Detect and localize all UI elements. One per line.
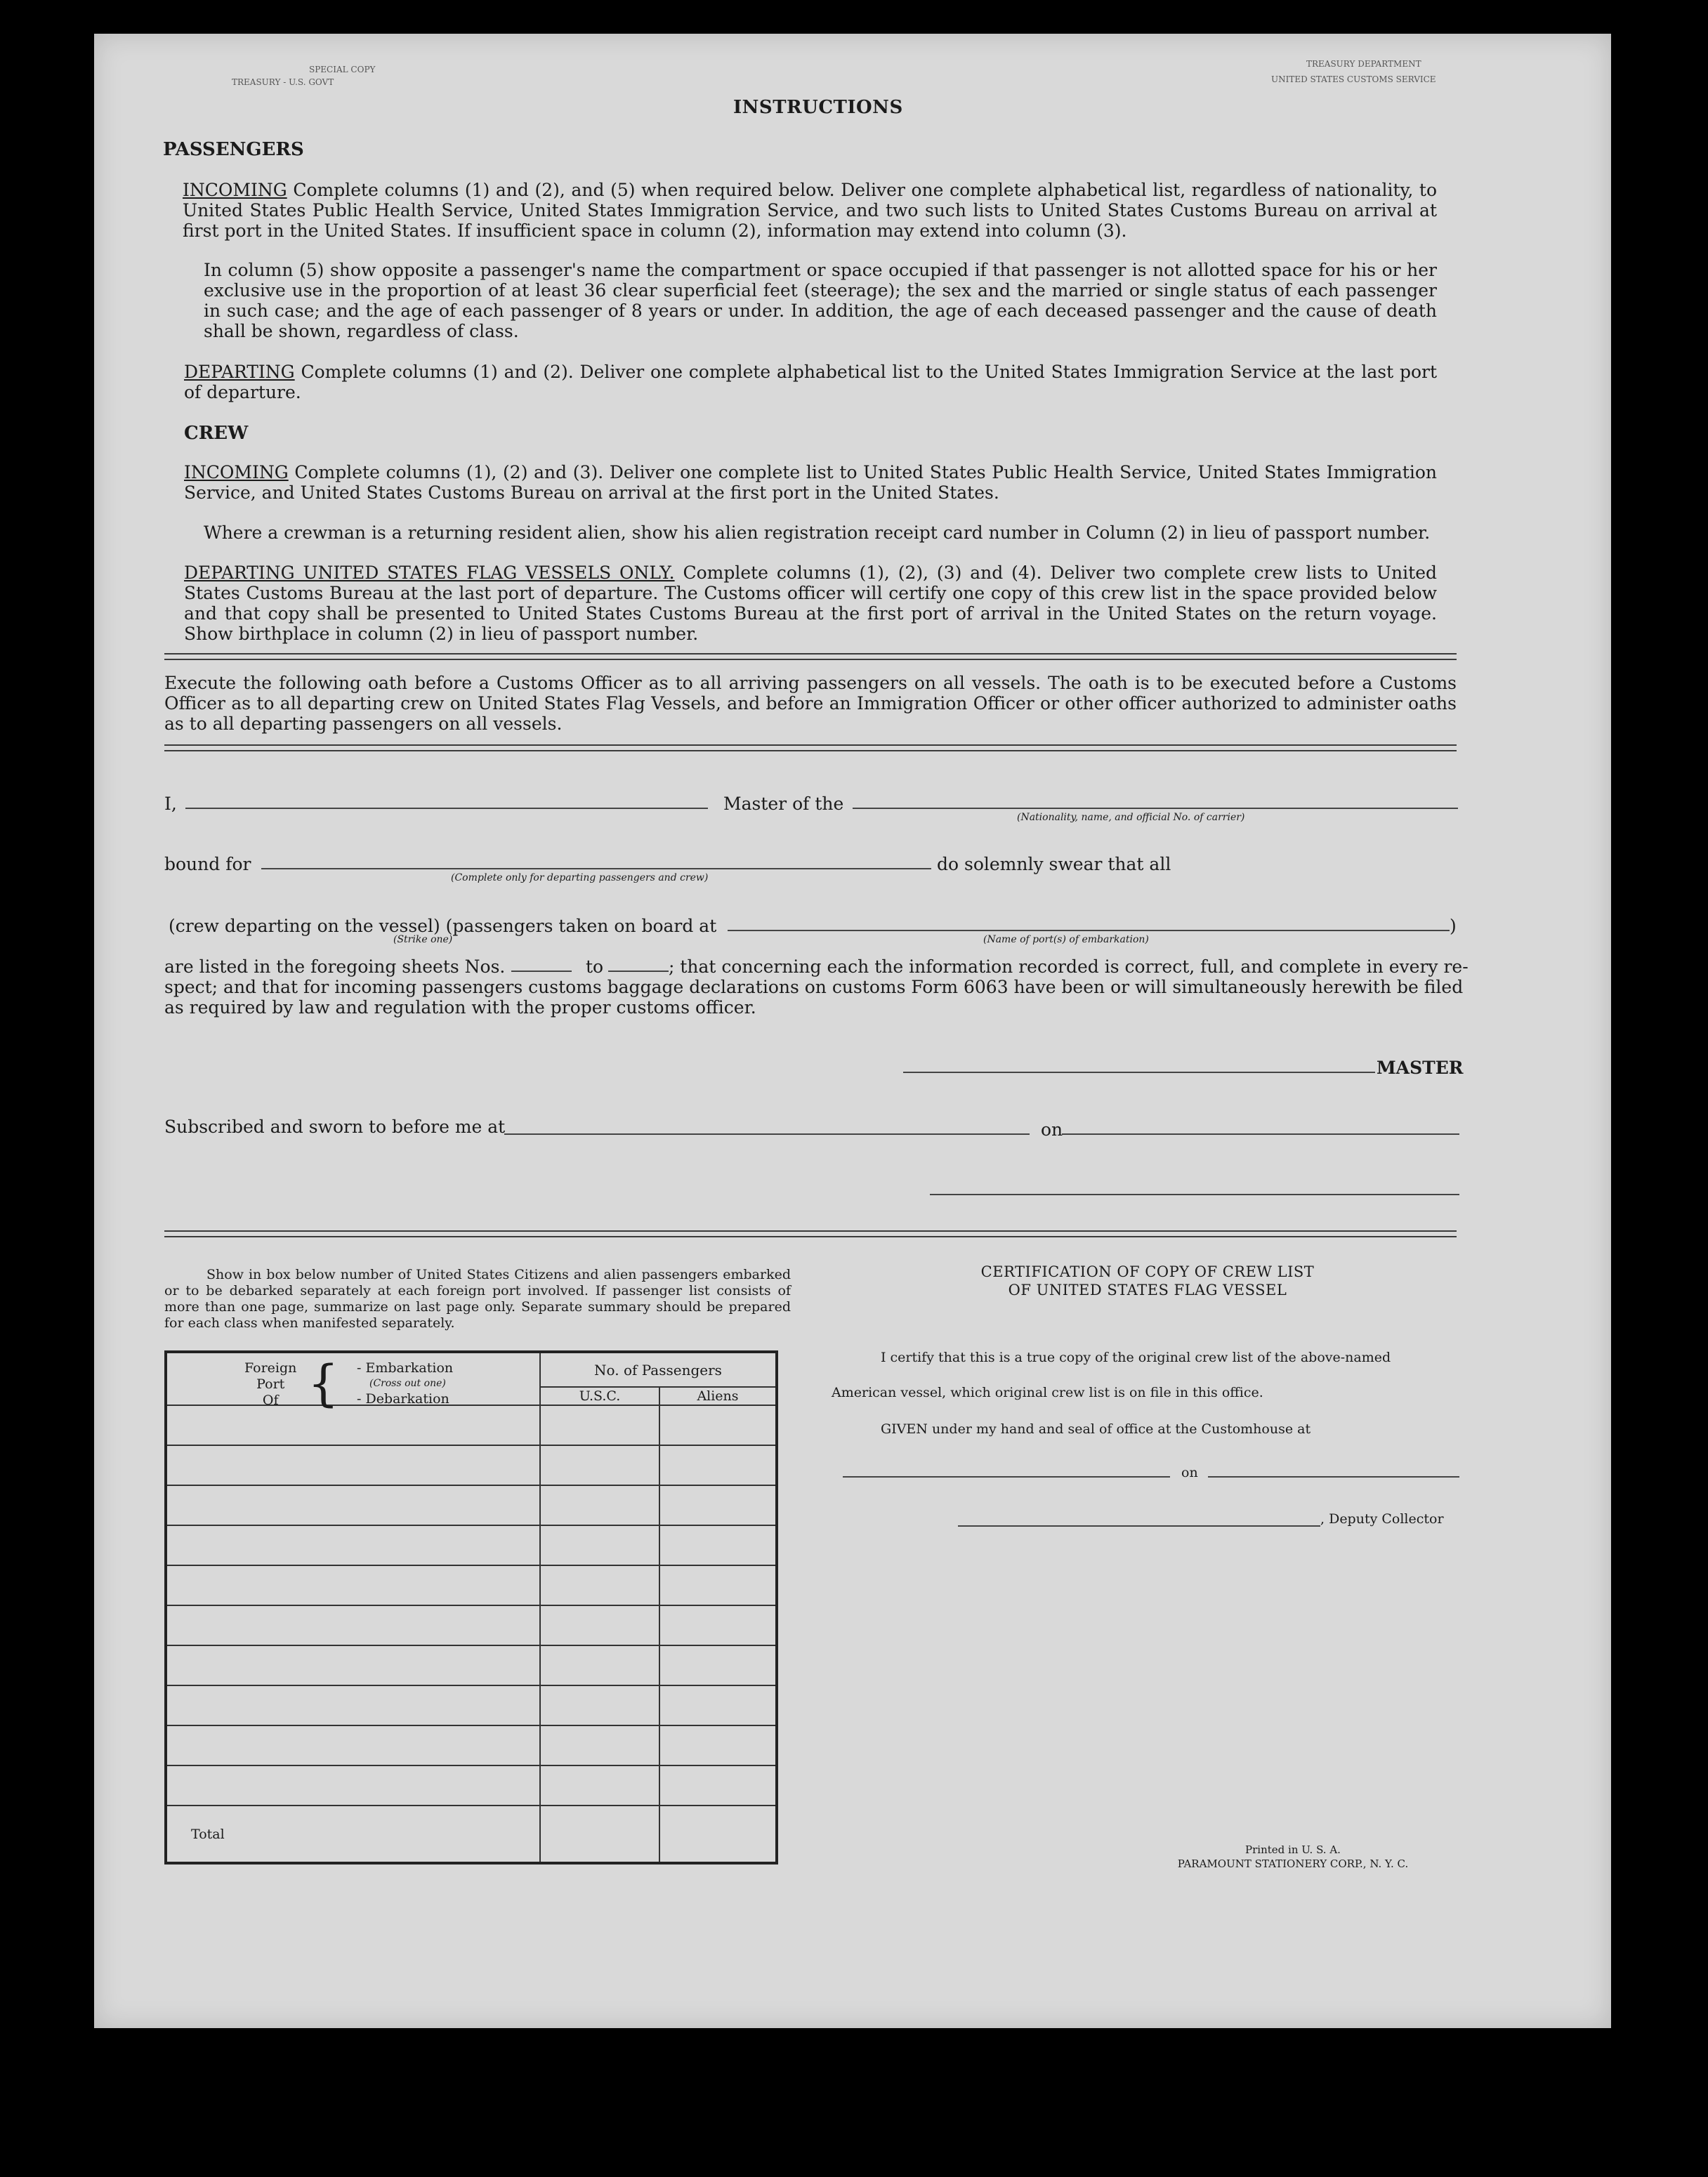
- table-row: [166, 1605, 777, 1645]
- oath-intro: Execute the following oath before a Customs Officer as to all arriving passengers on all vessels. The oath is to be executed before a Customs Officer as to all departing crew on United States Flag Vessels, and before an Immigration Officer or other officer authorized to administer oaths as to all departing passengers on all vessels.: [164, 673, 1457, 734]
- port-cell[interactable]: [166, 1565, 540, 1605]
- table-total-row: [166, 1806, 777, 1863]
- embarkation-port-field[interactable]: [728, 930, 1450, 931]
- aliens-cell[interactable]: [659, 1725, 777, 1765]
- port-cell[interactable]: [166, 1725, 540, 1765]
- usc-cell[interactable]: [540, 1605, 659, 1645]
- foreign-port-header: [166, 1352, 540, 1412]
- port-cell[interactable]: [166, 1525, 540, 1565]
- stamp-top-right-1: TREASURY DEPARTMENT: [1306, 59, 1421, 69]
- certification-line-2: American vessel, which original crew list is on file in this office.: [832, 1385, 1263, 1400]
- table-row: [166, 1725, 777, 1765]
- oath-text-line-3: as required by law and regulation with the proper customs officer.: [164, 997, 756, 1018]
- aliens-cell[interactable]: [659, 1525, 777, 1565]
- crew-incoming-label: INCOMING: [184, 462, 289, 482]
- section-divider: [164, 1230, 1457, 1237]
- aliens-cell[interactable]: [659, 1405, 777, 1445]
- deputy-collector-label: , Deputy Collector: [1320, 1511, 1444, 1527]
- certification-title: [832, 1263, 1464, 1299]
- aliens-cell[interactable]: [659, 1605, 777, 1645]
- usc-cell[interactable]: [540, 1685, 659, 1725]
- table-row: [166, 1485, 777, 1525]
- customhouse-place-field[interactable]: [843, 1476, 1170, 1478]
- printer-line-2: PARAMOUNT STATIONERY CORP., N. Y. C.: [1177, 1857, 1409, 1870]
- bound-for-caption: (Complete only for departing passengers and crew): [451, 872, 709, 883]
- passengers-departing-text: Complete columns (1) and (2). Deliver one complete alphabetical list to the United States Immigration Service at the last port of departure.: [184, 362, 1437, 402]
- usc-cell[interactable]: [540, 1765, 659, 1806]
- aliens-cell[interactable]: [659, 1565, 777, 1605]
- embarkation-caption: (Name of port(s) of embarkation): [983, 934, 1149, 945]
- oath-i-label: I,: [164, 794, 177, 814]
- certification-line-3: GIVEN under my hand and seal of office at the Customhouse at: [881, 1421, 1311, 1437]
- passengers-incoming-text: Complete columns (1) and (2), and (5) when required below. Deliver one complete alphabetical list, regardless of nationality, to United States Public Health Service, United States Immigration Service, and two such lists to United States Customs Bureau on arrival at first port in the United States. If insufficient space in column (2), information may extend into column (3).: [183, 180, 1437, 241]
- stamp-top-right-2: UNITED STATES CUSTOMS SERVICE: [1271, 74, 1436, 84]
- table-header-row: [166, 1352, 777, 1387]
- table-row: [166, 1445, 777, 1485]
- deputy-collector-signature-field[interactable]: [958, 1525, 1320, 1527]
- sheet-to-field[interactable]: [608, 971, 669, 972]
- page-title: INSTRUCTIONS: [733, 97, 903, 118]
- aliens-cell[interactable]: [659, 1765, 777, 1806]
- passengers-departing-label: DEPARTING: [184, 362, 295, 382]
- sworn-date-field[interactable]: [1062, 1133, 1459, 1135]
- total-label: Total: [166, 1806, 540, 1863]
- usc-cell[interactable]: [540, 1645, 659, 1685]
- subscribed-label: Subscribed and sworn to before me at: [164, 1117, 506, 1137]
- sworn-on-label: on: [1041, 1119, 1063, 1140]
- certification-title-line-1: CERTIFICATION OF COPY OF CREW LIST: [980, 1263, 1315, 1280]
- printer-imprint: [1149, 1843, 1437, 1871]
- usc-header: U.S.C.: [540, 1387, 659, 1405]
- table-row: [166, 1525, 777, 1565]
- passenger-summary-table: [164, 1350, 778, 1864]
- crew-heading: CREW: [184, 423, 249, 444]
- port-text: Port: [256, 1376, 285, 1392]
- usc-cell[interactable]: [540, 1525, 659, 1565]
- crew-resident-paragraph: Where a crewman is a returning resident alien, show his alien registration receipt card number in Column (2) in lieu of passport number.: [204, 522, 1431, 543]
- passengers-departing-paragraph: [184, 362, 1437, 402]
- bound-for-label: bound for: [164, 854, 251, 874]
- embark-debark-label: [357, 1360, 453, 1407]
- sheet-from-field[interactable]: [511, 971, 572, 972]
- crew-departing-label: (crew departing on the vessel) (passengers taken on board at: [169, 916, 717, 936]
- table-row: [166, 1645, 777, 1685]
- table-row: [166, 1765, 777, 1806]
- embarkation-text: - Embarkation: [357, 1360, 454, 1376]
- port-cell[interactable]: [166, 1405, 540, 1445]
- usc-cell[interactable]: [540, 1405, 659, 1445]
- oath-text-line-2: spect; and that for incoming passengers customs baggage declarations on customs Form 6063 have been or will simultaneously herewith be filed: [164, 977, 1464, 997]
- port-cell[interactable]: [166, 1765, 540, 1806]
- listed-to-label: to: [586, 956, 604, 977]
- stamp-top-left-2: TREASURY - U.S. GOVT: [232, 77, 334, 87]
- table-row: [166, 1405, 777, 1445]
- crew-incoming-paragraph: [184, 462, 1437, 503]
- aliens-cell[interactable]: [659, 1485, 777, 1525]
- port-cell[interactable]: [166, 1605, 540, 1645]
- usc-cell[interactable]: [540, 1725, 659, 1765]
- close-paren: ): [1450, 916, 1457, 936]
- crew-departing-label: DEPARTING UNITED STATES FLAG VESSELS ONLY.: [184, 563, 675, 583]
- bound-for-field[interactable]: [261, 868, 931, 869]
- usc-cell[interactable]: [540, 1485, 659, 1525]
- aliens-cell[interactable]: [659, 1445, 777, 1485]
- section-divider: [164, 653, 1457, 660]
- aliens-total-cell[interactable]: [659, 1806, 777, 1863]
- foreign-port-label: [244, 1360, 296, 1409]
- master-signature-field[interactable]: [903, 1072, 1375, 1073]
- debarkation-text: - Debarkation: [357, 1391, 449, 1407]
- table-row: [166, 1565, 777, 1605]
- sworn-place-field[interactable]: [504, 1133, 1030, 1135]
- officer-signature-field[interactable]: [930, 1194, 1459, 1195]
- solemnly-swear-label: do solemnly swear that all: [937, 854, 1171, 874]
- certification-line-1: I certify that this is a true copy of the original crew list of the above-named: [881, 1350, 1391, 1365]
- summary-instructions: Show in box below number of United States Citizens and alien passengers embarked or to be debarked separately at each foreign port involved. If passenger list consists of more than one page, summarize on last page only. Separate summary should be prepared for each class when manifested separately.: [164, 1267, 791, 1331]
- usc-total-cell[interactable]: [540, 1806, 659, 1863]
- passengers-incoming-paragraph: [183, 180, 1437, 241]
- carrier-caption: (Nationality, name, and official No. of carrier): [1017, 812, 1245, 823]
- aliens-cell[interactable]: [659, 1645, 777, 1685]
- master-label: MASTER: [1377, 1058, 1464, 1078]
- crew-departing-paragraph: [184, 563, 1437, 644]
- foreign-text: Foreign: [244, 1360, 297, 1376]
- oath-text-line-1: ; that concerning each the information recorded is correct, full, and complete in every re-: [669, 956, 1469, 977]
- aliens-cell[interactable]: [659, 1685, 777, 1725]
- port-cell[interactable]: [166, 1445, 540, 1485]
- aliens-header: Aliens: [659, 1387, 777, 1405]
- listed-sheets-label: are listed in the foregoing sheets Nos.: [164, 956, 506, 977]
- usc-cell[interactable]: [540, 1565, 659, 1605]
- usc-cell[interactable]: [540, 1445, 659, 1485]
- passengers-column5-paragraph: In column (5) show opposite a passenger's name the compartment or space occupied if that passenger is not allotted space for his or her exclusive use in the proportion of at least 36 clear superficial feet (steerage); the sex and the married or single status of each passenger in such case; and the age of each passenger of 8 years or under. In addition, the age of each deceased passenger and the cause of death shall be shown, regardless of class.: [204, 260, 1437, 341]
- port-cell[interactable]: [166, 1485, 540, 1525]
- crew-incoming-text: Complete columns (1), (2) and (3). Deliver one complete list to United States Public Health Service, United States Immigration Service, and United States Customs Bureau on arrival at the first port in the United States.: [184, 462, 1437, 503]
- stamp-top-left-1: SPECIAL COPY: [309, 65, 376, 74]
- carrier-field[interactable]: [853, 808, 1458, 809]
- of-text: Of: [262, 1393, 279, 1408]
- master-of-the-label: Master of the: [723, 794, 844, 814]
- cross-out-text: (Cross out one): [369, 1378, 446, 1389]
- port-cell[interactable]: [166, 1685, 540, 1725]
- master-name-field[interactable]: [185, 808, 708, 809]
- certification-title-line-2: OF UNITED STATES FLAG VESSEL: [1008, 1282, 1287, 1298]
- passengers-heading: PASSENGERS: [163, 139, 304, 160]
- no-of-passengers-header: No. of Passengers: [540, 1352, 777, 1387]
- passengers-incoming-label: INCOMING: [183, 180, 287, 200]
- section-divider: [164, 744, 1457, 751]
- brace-icon: {: [308, 1355, 339, 1412]
- certification-on-label: on: [1181, 1465, 1198, 1480]
- crew-departing-text: Complete columns (1), (2), (3) and (4). Deliver two complete crew lists to United States Customs Bureau at the last port of departure. The Customs officer will certify one copy of this crew list in the space provided below and that copy shall be presented to United States Customs Bureau at the first port of arrival in the United States on the return voyage. Show birthplace in column (2) in lieu of passport number.: [184, 563, 1437, 644]
- table-row: [166, 1685, 777, 1725]
- printer-line-1: Printed in U. S. A.: [1245, 1843, 1341, 1856]
- certification-date-field[interactable]: [1208, 1476, 1459, 1478]
- strike-one-caption: (Strike one): [393, 934, 453, 945]
- port-cell[interactable]: [166, 1645, 540, 1685]
